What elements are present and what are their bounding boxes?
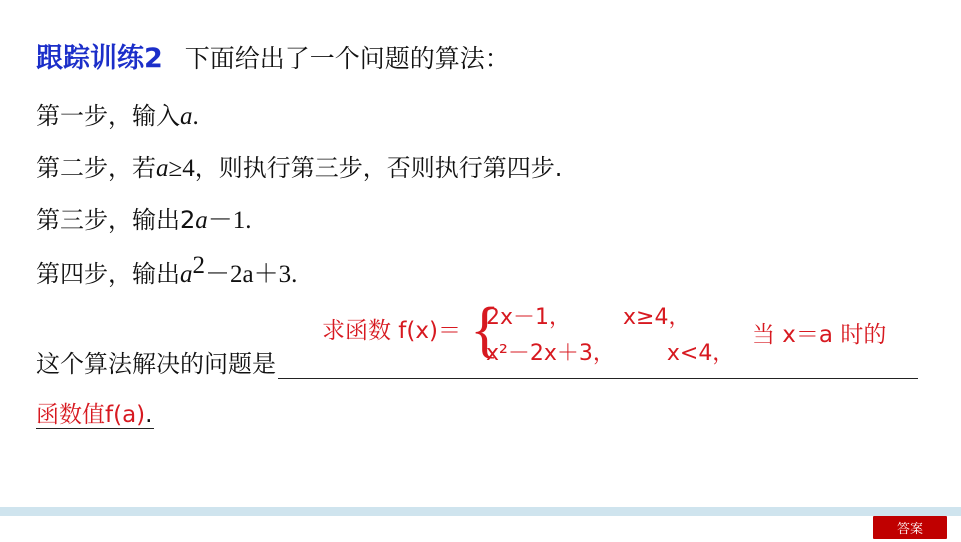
answer-case-2 [486,336,734,367]
case-2-condition: x<4， [666,341,735,366]
footer-band [0,507,961,516]
case-2-expression: x²－2x＋3， [486,341,615,366]
answer-function-prefix: 求函数 f(x)＝ [322,318,461,344]
exercise-label: 跟踪训练2 [36,43,163,74]
conclusion-text: 这个算法解决的问题是 [36,350,276,378]
step-2-relation: ≥4 [168,155,195,182]
exercise-prompt: 下面给出了一个问题的算法： [184,44,510,73]
step-2-before: 第二步，若 [36,154,156,182]
algorithm-step-4 [36,252,297,290]
step-4-var: a [180,261,193,288]
answer-last-underline [36,428,154,429]
answer-piecewise-group [470,296,735,370]
heading-row [36,36,510,75]
algorithm-step-3 [36,200,252,236]
algorithm-step-1 [36,96,199,131]
step-3-before: 第三步，输出2 [36,206,196,234]
answer-tail-text: 当 x＝a 时的 [752,322,887,348]
step-1-prefix: 第一步，输入 [36,102,180,130]
case-1-condition: x≥4， [623,305,691,330]
answer-last-line [36,396,152,429]
answer-last-period: . [145,402,153,428]
step-1-var: a [180,103,193,130]
answer-last-text: 函数值f(a) [36,402,146,428]
case-1-expression: 2x－1， [486,305,572,330]
step-4-before: 第四步，输出 [36,260,180,288]
step-2-after: ，则执行第三步，否则执行第四步. [194,154,563,182]
brace-icon: { [470,296,500,364]
step-1-suffix: . [192,103,199,130]
show-answer-button[interactable]: 答案 [873,516,947,539]
footer-strip [0,516,961,542]
step-4-after: －2a＋3. [205,261,298,288]
step-3-var: a [195,207,208,234]
algorithm-step-2 [36,148,562,183]
step-2-var: a [156,155,169,182]
step-4-power: 2 [192,252,205,279]
step-3-after: －1. [207,207,252,234]
answer-case-1 [486,300,690,331]
